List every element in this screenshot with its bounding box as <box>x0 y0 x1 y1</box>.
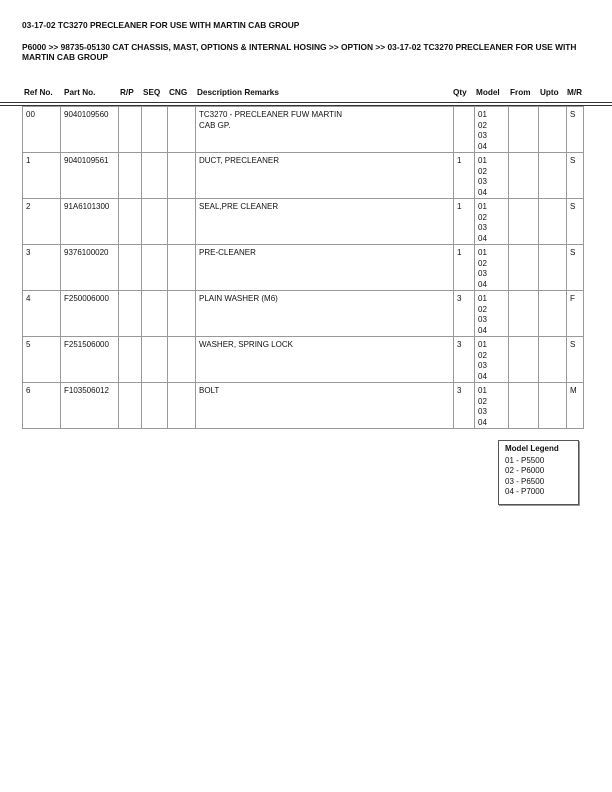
upto-cell <box>539 199 567 245</box>
rp-cell <box>119 107 142 153</box>
part-no-cell: F103506012 <box>61 383 119 429</box>
description-cell: WASHER, SPRING LOCK <box>196 337 454 383</box>
col-qty: Qty <box>453 88 467 97</box>
mr-cell: F <box>567 291 584 337</box>
seq-cell <box>142 337 168 383</box>
from-cell <box>509 337 539 383</box>
col-mr: M/R <box>567 88 583 97</box>
model-cell: 01 02 03 04 <box>475 107 509 153</box>
table-row <box>23 153 584 199</box>
rp-cell <box>119 291 142 337</box>
col-cng: CNG <box>169 88 188 97</box>
legend-item: 04 - P7000 <box>505 487 545 496</box>
from-cell <box>509 153 539 199</box>
mr-cell: S <box>567 107 584 153</box>
part-no-cell: 9040109561 <box>61 153 119 199</box>
qty-cell: 3 <box>454 291 475 337</box>
col-part: Part No. <box>64 88 96 97</box>
mr-cell: S <box>567 199 584 245</box>
legend-item: 03 - P6500 <box>505 476 545 486</box>
col-ref: Ref No. <box>24 88 53 97</box>
qty-cell: 1 <box>454 245 475 291</box>
table-row <box>23 383 584 429</box>
part-no-cell: 91A6101300 <box>61 199 119 245</box>
seq-cell <box>142 245 168 291</box>
mr-cell: M <box>567 383 584 429</box>
cng-cell <box>168 291 196 337</box>
description-cell: BOLT <box>196 383 454 429</box>
description-cell: TC3270 - PRECLEANER FUW MARTIN CAB GP. <box>196 107 454 153</box>
legend-title: Model Legend <box>505 444 559 453</box>
col-from: From <box>510 88 531 97</box>
model-cell: 01 02 03 04 <box>475 199 509 245</box>
table-row <box>23 337 584 383</box>
ref-cell: 00 <box>23 107 61 153</box>
col-upto: Upto <box>540 88 559 97</box>
upto-cell <box>539 337 567 383</box>
rp-cell <box>119 383 142 429</box>
qty-cell <box>454 107 475 153</box>
seq-cell <box>142 107 168 153</box>
model-cell: 01 02 03 04 <box>475 153 509 199</box>
col-rp: R/P <box>120 88 134 97</box>
model-legend <box>498 440 579 505</box>
table-row <box>23 107 584 153</box>
cng-cell <box>168 107 196 153</box>
rp-cell <box>119 199 142 245</box>
upto-cell <box>539 245 567 291</box>
legend-item: 02 - P6000 <box>505 466 545 475</box>
parts-table <box>22 106 584 429</box>
upto-cell <box>539 291 567 337</box>
part-no-cell: F251506000 <box>61 337 119 383</box>
ref-cell: 4 <box>23 291 61 337</box>
upto-cell <box>539 107 567 153</box>
model-cell: 01 02 03 04 <box>475 383 509 429</box>
table-row <box>23 291 584 337</box>
cng-cell <box>168 337 196 383</box>
from-cell <box>509 107 539 153</box>
ref-cell: 3 <box>23 245 61 291</box>
from-cell <box>509 245 539 291</box>
qty-cell: 3 <box>454 383 475 429</box>
from-cell <box>509 199 539 245</box>
page-title: 03-17-02 TC3270 PRECLEANER FOR USE WITH MARTIN CAB GROUP <box>22 20 300 30</box>
mr-cell: S <box>567 153 584 199</box>
legend-item: 01 - P5500 <box>505 455 545 465</box>
cng-cell <box>168 245 196 291</box>
seq-cell <box>142 383 168 429</box>
upto-cell <box>539 383 567 429</box>
model-cell: 01 02 03 04 <box>475 291 509 337</box>
col-seq: SEQ <box>143 88 161 97</box>
description-cell: PRE-CLEANER <box>196 245 454 291</box>
rp-cell <box>119 153 142 199</box>
table-row <box>23 245 584 291</box>
upto-cell <box>539 153 567 199</box>
from-cell <box>509 383 539 429</box>
qty-cell: 1 <box>454 199 475 245</box>
cng-cell <box>168 199 196 245</box>
cng-cell <box>168 153 196 199</box>
part-no-cell: 9040109560 <box>61 107 119 153</box>
seq-cell <box>142 153 168 199</box>
part-no-cell: 9376100020 <box>61 245 119 291</box>
seq-cell <box>142 291 168 337</box>
description-cell: DUCT, PRECLEANER <box>196 153 454 199</box>
model-cell: 01 02 03 04 <box>475 337 509 383</box>
qty-cell: 3 <box>454 337 475 383</box>
rp-cell <box>119 337 142 383</box>
qty-cell: 1 <box>454 153 475 199</box>
mr-cell: S <box>567 245 584 291</box>
description-cell: SEAL,PRE CLEANER <box>196 199 454 245</box>
ref-cell: 1 <box>23 153 61 199</box>
model-cell: 01 02 03 04 <box>475 245 509 291</box>
ref-cell: 6 <box>23 383 61 429</box>
mr-cell: S <box>567 337 584 383</box>
from-cell <box>509 291 539 337</box>
ref-cell: 2 <box>23 199 61 245</box>
description-cell: PLAIN WASHER (M6) <box>196 291 454 337</box>
breadcrumb: P6000 >> 98735-05130 CAT CHASSIS, MAST, OPTIONS & INTERNAL HOSING >> OPTION >> 03-17-02 TC3270 PRECLEANER FOR USE WITH MARTIN CAB GROUP <box>22 42 577 62</box>
col-model: Model <box>476 88 500 97</box>
seq-cell <box>142 199 168 245</box>
table-row <box>23 199 584 245</box>
part-no-cell: F250006000 <box>61 291 119 337</box>
cng-cell <box>168 383 196 429</box>
col-desc: Description Remarks <box>197 88 279 97</box>
ref-cell: 5 <box>23 337 61 383</box>
rp-cell <box>119 245 142 291</box>
